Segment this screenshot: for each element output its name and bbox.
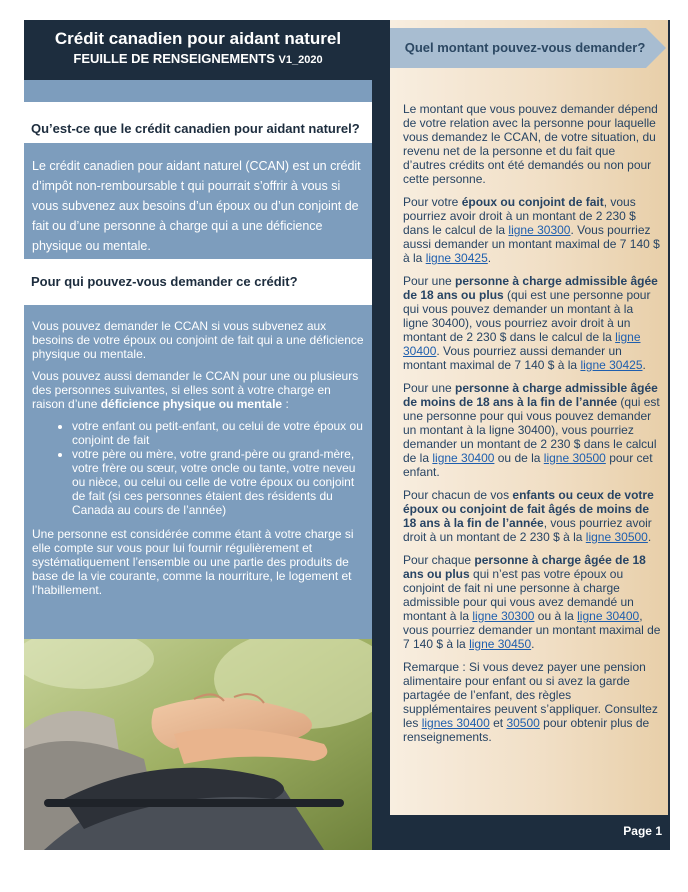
decorative-bar: [24, 80, 372, 102]
other-dependent-paragraph: Pour chaque personne à charge âgée de 18 ans ou plus qui n’est pas votre époux ou conjoint de fait ni une personne à charge admissible pour qui vous avez demandé un montant à la ligne 30300 ou à la ligne 30400, vous pourriez demander un montant maximal de 7 140 $ à la ligne 30450.: [403, 553, 661, 651]
p2-text: Vous pouvez aussi demander le CCAN pour une ou plusieurs des personnes suivantes, si elles sont à votre charge en raison d’une: [32, 369, 359, 411]
link-ligne-30400[interactable]: ligne 30400: [432, 451, 495, 465]
link-ligne-30500[interactable]: ligne 30500: [585, 530, 648, 544]
amount-text: [403, 102, 661, 753]
section1-body: Le crédit canadien pour aidant naturel (CCAN) est un crédit d’impôt non-remboursable t qui pourrait s’offrir à vous si vous subvenez aux besoins d’un époux ou d’un conjoint de fait ou d’une personne à charge qui a une déficience physique ou mentale.: [24, 143, 372, 259]
list-item: • votre enfant ou petit-enfant, ou celui de votre époux ou conjoint de fait: [72, 419, 364, 447]
p2-end: :: [282, 397, 289, 411]
link-lignes-30400[interactable]: lignes 30400: [421, 716, 490, 730]
page: [24, 20, 670, 850]
left-column: [24, 20, 372, 850]
page-title: Crédit canadien pour aidant naturel: [54, 29, 342, 48]
link-ligne-30450[interactable]: ligne 30450: [469, 637, 532, 651]
list-item: • votre père ou mère, votre grand-père ou grand-mère, votre frère ou sœur, votre oncle ou tante, votre neveu ou nièce, ou celui ou celle de votre époux ou conjoint de fait (si ces personnes étaient des résidents du Canada au cours de l’année): [72, 447, 364, 517]
section2-body: [24, 305, 372, 639]
note-paragraph: Remarque : Si vous devez payer une pension alimentaire pour enfant ou si avez la garde partagée de l’enfant, des règles supplémentaires peuvent s’appliquer. Consultez les lignes 30400 et 30500 pour obtenir plus de renseignements.: [403, 660, 658, 744]
spouse-paragraph: Pour votre époux ou conjoint de fait, vous pourriez avoir droit à un montant de 2 230 $ dans le calcul de la ligne 30300. Vous pourriez aussi demander un montant maximal de 7 140 $ à la ligne 30425.: [403, 195, 660, 265]
link-ligne-30425[interactable]: ligne 30425: [580, 358, 643, 372]
link-ligne-30300[interactable]: ligne 30300: [472, 609, 535, 623]
section1-heading: Qu’est-ce que le crédit canadien pour aidant naturel?: [24, 115, 372, 143]
photo-illustration: [24, 639, 372, 850]
photo-hands-icon: [24, 639, 372, 850]
page-subtitle: [24, 50, 372, 69]
section2-p3: Une personne est considérée comme étant à votre charge si elle compte sur vous pour lui fournir régulièrement et systématiquement l’ensemble ou une partie des produits de base de la vie courante, comme la nourriture, le logement et l’habillement.: [32, 527, 354, 597]
header-banner: [24, 20, 372, 80]
link-30500[interactable]: 30500: [506, 716, 540, 730]
section2-p1: Vous pouvez demander le CCAN si vous subvenez aux besoins de votre époux ou conjoint de fait qui a une déficience physique ou mentale.: [32, 319, 364, 361]
right-column: [372, 20, 670, 850]
dependent-18plus-paragraph: Pour une personne à charge admissible âgée de 18 ans ou plus (qui est une personne pour qui vous pouvez demander un montant à la ligne 30400), vous pourriez avoir droit à un montant de 2 230 $ dans le calcul de la ligne 30400. Vous pourriez aussi demander un montant maximal de 7 140 $ à la ligne 30425.: [403, 274, 658, 372]
link-ligne-30400[interactable]: ligne 30400: [577, 609, 640, 623]
p2-bold: déficience physique ou mentale: [100, 397, 283, 411]
footer: [372, 815, 670, 850]
intro-paragraph: Le montant que vous pouvez demander dépend de votre relation avec la personne pour laquelle vous demandez le CCAN, de votre situation, du revenu net de la personne et du fait que d’autres crédits ont été demandés ou non pour cette personne.: [403, 102, 658, 186]
version-label: V1_2020: [278, 54, 323, 66]
link-ligne-30500[interactable]: ligne 30500: [543, 451, 606, 465]
link-ligne-30400[interactable]: ligne 30400: [403, 330, 641, 358]
page-number: Page 1: [623, 824, 662, 838]
subtitle-text: FEUILLE DE RENSEIGNEMENTS: [73, 51, 275, 66]
amount-heading: Quel montant pouvez-vous demander?: [404, 40, 646, 55]
link-ligne-30300[interactable]: ligne 30300: [508, 223, 571, 237]
dependent-under18-paragraph: Pour une personne à charge admissible âgée de moins de 18 ans à la fin de l’année (qui est une personne pour qui vous pouvez demander un montant à la ligne 30400), vous pourriez demander un montant de 2 230 $ dans le calcul de la ligne 30400 ou de la ligne 30500 pour cet enfant.: [403, 381, 660, 479]
link-ligne-30425[interactable]: ligne 30425: [425, 251, 488, 265]
section2-heading: Pour qui pouvez-vous demander ce crédit?: [24, 259, 372, 305]
children-paragraph: Pour chacun de vos enfants ou ceux de votre époux ou conjoint de fait âgés de moins de 18 ans à la fin de l’année, vous pourriez avoir droit à un montant de 2 230 $ à la ligne 30500.: [403, 488, 654, 544]
dependents-list: [32, 419, 364, 517]
amount-panel: [390, 20, 668, 815]
section2-p2: [32, 369, 364, 411]
